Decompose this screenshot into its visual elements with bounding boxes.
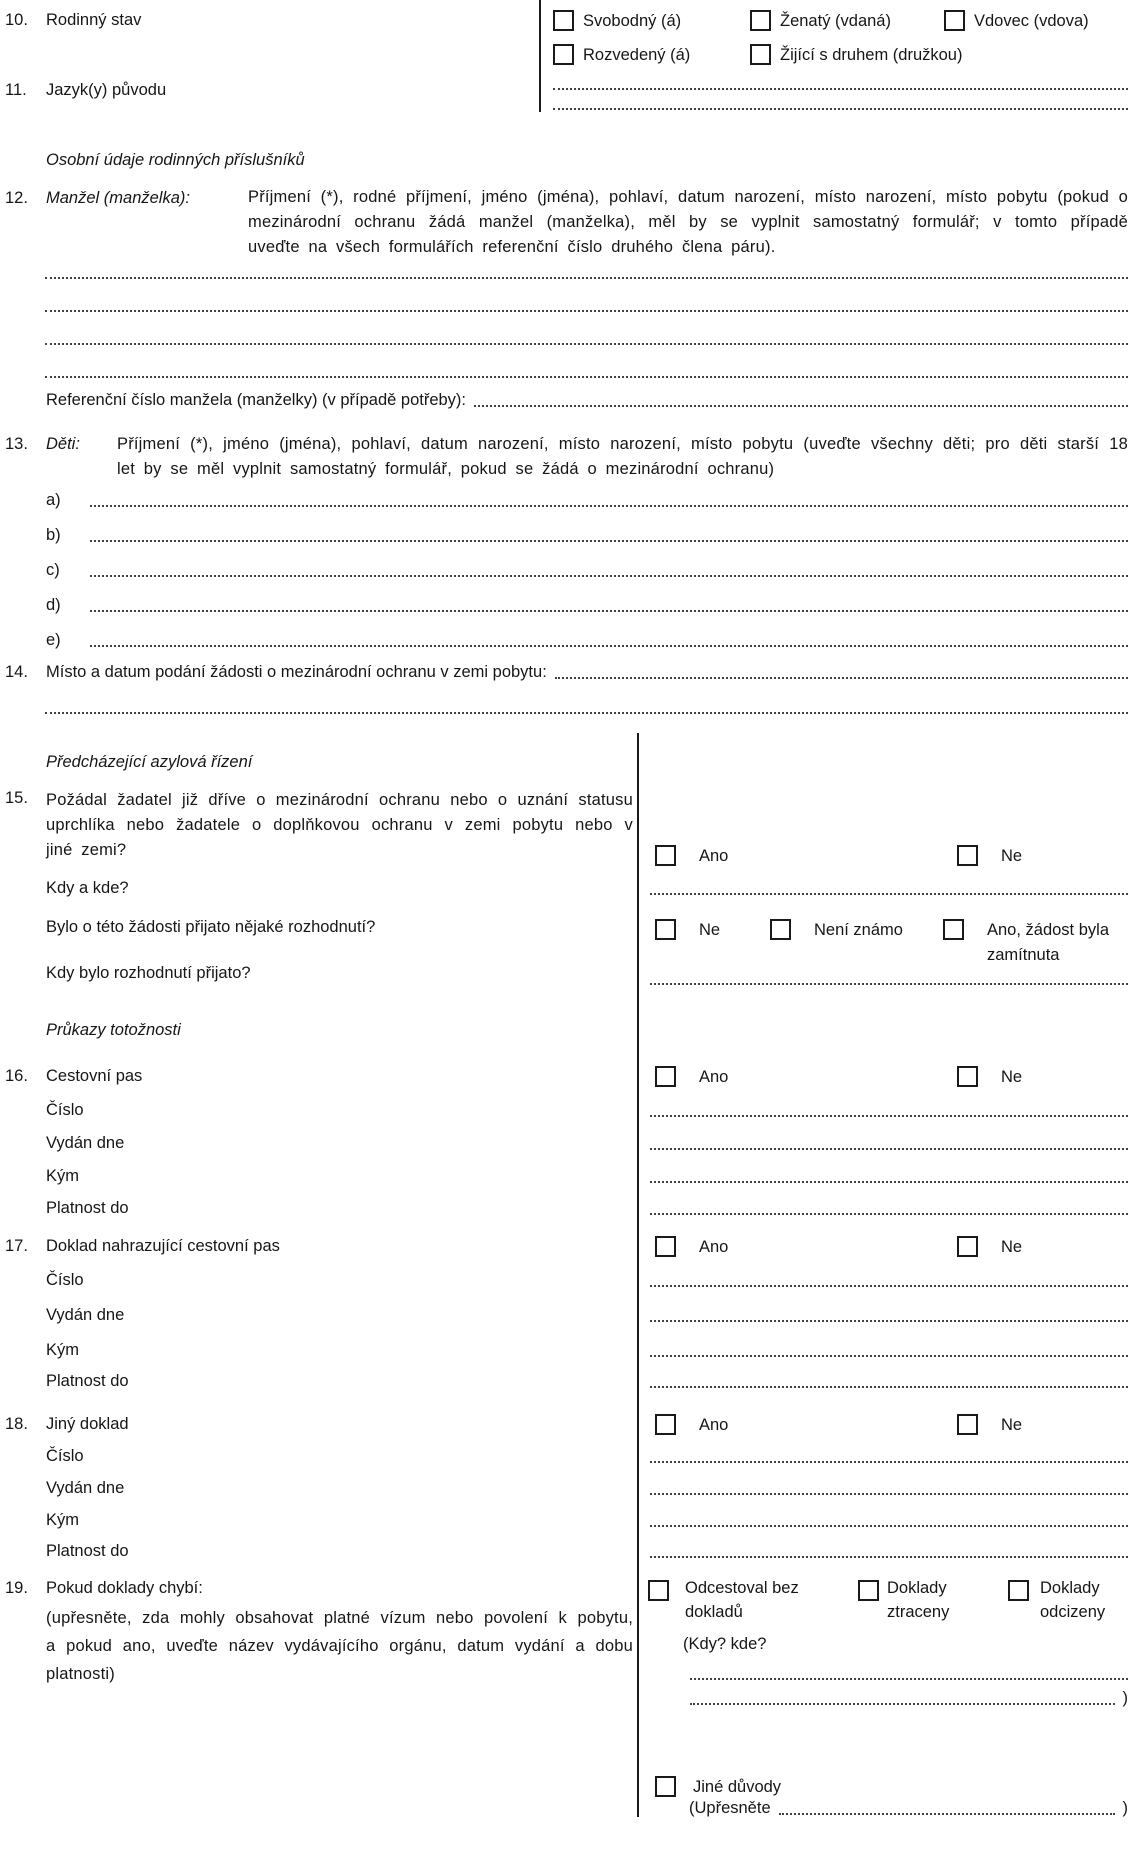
q18-issued-on-input[interactable] bbox=[650, 1478, 1128, 1495]
q12-description: Příjmení (*), rodné příjmení, jméno (jména), pohlaví, datum narození, místo narození, místo pobytu (pokud o mezinárodní ochranu žádá manžel (manželka), měl by se vyplnit samostatný formulář; v tomto případě uveďte na všech formulářích referenční číslo druhého člena páru). bbox=[248, 188, 1128, 256]
q13-description: Příjmení (*), jméno (jména), pohlaví, datum narození, místo narození, místo pobytu (uveďte všechny děti; pro děti starší 18 let by se měl vyplnit samostatný formulář, pokud se žádá o mezinárodní ochranu) bbox=[117, 435, 1128, 478]
marital-partner-checkbox[interactable] bbox=[750, 44, 771, 65]
q16-number-input[interactable] bbox=[650, 1100, 1128, 1117]
marital-divorced-checkbox[interactable] bbox=[553, 44, 574, 65]
q12-input-line-1[interactable] bbox=[45, 262, 1128, 279]
q13-item-d-label: d) bbox=[46, 596, 61, 614]
q18-valid-until-input[interactable] bbox=[650, 1541, 1128, 1558]
q12-reference-label: Referenční číslo manžela (manželky) (v případě potřeby): bbox=[46, 391, 467, 409]
q18-valid-until-label: Platnost do bbox=[46, 1542, 129, 1560]
q15-decision-rejected-label: Ano, žádost byla zamítnuta bbox=[987, 921, 1109, 964]
q16-no-label: Ne bbox=[1001, 1068, 1023, 1086]
marital-single-checkbox[interactable] bbox=[553, 10, 574, 31]
q15-when-where-label: Kdy a kde? bbox=[46, 879, 129, 897]
q17-valid-until-input[interactable] bbox=[650, 1371, 1128, 1388]
q18-no-checkbox[interactable] bbox=[957, 1414, 978, 1435]
previous-proceedings-heading: Předcházející azylová řízení bbox=[46, 753, 253, 771]
q17-issued-by-label: Kým bbox=[46, 1341, 79, 1359]
q19-specify-row bbox=[689, 1798, 1128, 1818]
q13-child-a-input[interactable] bbox=[90, 501, 1128, 507]
q18-yes-label: Ano bbox=[699, 1416, 729, 1434]
q13-child-d-input[interactable] bbox=[90, 606, 1128, 612]
q12-reference-row bbox=[46, 390, 1128, 410]
q19-left-without-documents-checkbox[interactable] bbox=[648, 1580, 669, 1601]
q12-reference-input[interactable] bbox=[474, 401, 1128, 407]
q16-label: Cestovní pas bbox=[46, 1067, 143, 1085]
q18-number-input[interactable] bbox=[650, 1446, 1128, 1463]
q19-when-where-input-line-2[interactable] bbox=[690, 1699, 1115, 1705]
q16-issued-by-label: Kým bbox=[46, 1167, 79, 1185]
q17-label: Doklad nahrazující cestovní pas bbox=[46, 1237, 280, 1255]
q12-number: 12. bbox=[5, 189, 28, 207]
q10-label: Rodinný stav bbox=[46, 11, 142, 29]
q10-number: 10. bbox=[5, 11, 28, 29]
q16-valid-until-input[interactable] bbox=[650, 1198, 1128, 1215]
q13-item-b-label: b) bbox=[46, 526, 61, 544]
q15-no-checkbox[interactable] bbox=[957, 845, 978, 866]
q15-decision-no-label: Ne bbox=[699, 921, 721, 939]
q19-documents-lost-checkbox[interactable] bbox=[858, 1580, 879, 1601]
q15-decision-unknown-checkbox[interactable] bbox=[770, 919, 791, 940]
q15-when-decided-input[interactable] bbox=[650, 968, 1128, 985]
q17-no-checkbox[interactable] bbox=[957, 1236, 978, 1257]
q11-input-line-2[interactable] bbox=[553, 93, 1128, 110]
q17-issued-on-input[interactable] bbox=[650, 1305, 1128, 1322]
q16-issued-on-label: Vydán dne bbox=[46, 1134, 125, 1152]
bottom-divider-line bbox=[637, 733, 639, 1817]
q19-when-where-input-line-1[interactable] bbox=[690, 1663, 1128, 1680]
q19-when-where-label: (Kdy? kde? bbox=[683, 1635, 767, 1653]
q18-issued-on-label: Vydán dne bbox=[46, 1479, 125, 1497]
q13-child-e-input[interactable] bbox=[90, 641, 1128, 647]
q13-item-c-label: c) bbox=[46, 561, 60, 579]
q19-label: Pokud doklady chybí: bbox=[46, 1579, 203, 1597]
q15-decision-unknown-label: Není známo bbox=[814, 921, 903, 939]
q19-specify-input[interactable] bbox=[779, 1809, 1115, 1815]
q19-specify-label: (Upřesněte bbox=[689, 1799, 771, 1817]
q17-no-label: Ne bbox=[1001, 1238, 1023, 1256]
q14-number: 14. bbox=[5, 663, 28, 681]
q19-other-reasons-checkbox[interactable] bbox=[655, 1776, 676, 1797]
q14-input[interactable] bbox=[555, 673, 1128, 679]
q14-label: Místo a datum podání žádosti o mezinárodní ochranu v zemi pobytu: bbox=[46, 663, 547, 681]
q17-issued-by-input[interactable] bbox=[650, 1340, 1128, 1357]
q19-number: 19. bbox=[5, 1579, 28, 1597]
q13-item-a-label: a) bbox=[46, 491, 61, 509]
q19-specify-close-paren: ) bbox=[1122, 1799, 1128, 1817]
q19-documents-stolen-checkbox[interactable] bbox=[1008, 1580, 1029, 1601]
q13-child-c-input[interactable] bbox=[90, 571, 1128, 577]
q12-label: Manžel (manželka): bbox=[46, 189, 190, 207]
q16-valid-until-label: Platnost do bbox=[46, 1199, 129, 1217]
q14-row bbox=[46, 662, 1128, 682]
q13-child-b-input[interactable] bbox=[90, 536, 1128, 542]
q18-label: Jiný doklad bbox=[46, 1415, 129, 1433]
q19-documents-stolen-label: Doklady odcizeny bbox=[1040, 1579, 1106, 1621]
q19-other-reasons-label: Jiné důvody bbox=[693, 1778, 782, 1796]
q11-number: 11. bbox=[5, 81, 27, 99]
q12-input-line-2[interactable] bbox=[45, 295, 1128, 312]
q17-number: 17. bbox=[5, 1237, 28, 1255]
marital-partner-label: Žijící s druhem (družkou) bbox=[780, 46, 963, 64]
q15-when-decided-label: Kdy bylo rozhodnutí přijato? bbox=[46, 964, 251, 982]
q13-child-row-b bbox=[46, 525, 1128, 545]
q15-yes-label: Ano bbox=[699, 847, 729, 865]
q18-number: 18. bbox=[5, 1415, 28, 1433]
q12-input-line-4[interactable] bbox=[45, 361, 1128, 378]
q18-yes-checkbox[interactable] bbox=[655, 1414, 676, 1435]
q19-left-without-documents-label: Odcestoval bez dokladů bbox=[685, 1579, 799, 1621]
q13-item-e-label: e) bbox=[46, 631, 61, 649]
q16-number-field-label: Číslo bbox=[46, 1101, 84, 1119]
q13-child-row-c bbox=[46, 560, 1128, 580]
q13-child-row-a bbox=[46, 490, 1128, 510]
q17-issued-on-label: Vydán dne bbox=[46, 1306, 125, 1324]
q16-no-checkbox[interactable] bbox=[957, 1066, 978, 1087]
marital-widowed-label: Vdovec (vdova) bbox=[974, 12, 1089, 30]
q18-issued-by-input[interactable] bbox=[650, 1510, 1128, 1527]
identity-documents-heading: Průkazy totožnosti bbox=[46, 1021, 181, 1039]
q19-documents-lost-label: Doklady ztraceny bbox=[887, 1579, 950, 1621]
q18-issued-by-label: Kým bbox=[46, 1511, 79, 1529]
q15-question: Požádal žadatel již dříve o mezinárodní ochranu nebo o uznání statusu uprchlíka nebo žadatele o doplňkovou ochranu v zemi pobytu nebo v jiné zemi? bbox=[46, 791, 633, 859]
q13-child-row-e bbox=[46, 630, 1128, 650]
q19-close-paren: ) bbox=[1122, 1689, 1128, 1707]
q19-description: (upřesněte, zda mohly obsahovat platné vízum nebo povolení k pobytu, a pokud ano, uveďte název vydávajícího orgánu, datum vydání a dobu platnosti) bbox=[46, 1609, 633, 1683]
q18-number-field-label: Číslo bbox=[46, 1447, 84, 1465]
q15-yes-checkbox[interactable] bbox=[655, 845, 676, 866]
q17-valid-until-label: Platnost do bbox=[46, 1372, 129, 1390]
top-divider-line bbox=[539, 0, 541, 112]
q18-no-label: Ne bbox=[1001, 1416, 1023, 1434]
q19-when-where-row-2 bbox=[690, 1688, 1128, 1708]
q17-yes-label: Ano bbox=[699, 1238, 729, 1256]
q13-number: 13. bbox=[5, 435, 28, 453]
q15-number: 15. bbox=[5, 789, 28, 807]
q17-number-field-label: Číslo bbox=[46, 1271, 84, 1289]
q15-when-where-input[interactable] bbox=[650, 878, 1128, 895]
q13-child-row-d bbox=[46, 595, 1128, 615]
q13-label: Děti: bbox=[46, 435, 80, 453]
q15-no-label: Ne bbox=[1001, 847, 1023, 865]
q12-input-line-3[interactable] bbox=[45, 328, 1128, 345]
family-members-heading: Osobní údaje rodinných příslušníků bbox=[46, 151, 305, 169]
q15-decision-rejected-checkbox[interactable] bbox=[943, 919, 964, 940]
q16-issued-by-input[interactable] bbox=[650, 1166, 1128, 1183]
q16-number: 16. bbox=[5, 1067, 28, 1085]
q16-yes-label: Ano bbox=[699, 1068, 729, 1086]
marital-married-checkbox[interactable] bbox=[750, 10, 771, 31]
q17-yes-checkbox[interactable] bbox=[655, 1236, 676, 1257]
q16-issued-on-input[interactable] bbox=[650, 1133, 1128, 1150]
marital-divorced-label: Rozvedený (á) bbox=[583, 46, 691, 64]
q16-yes-checkbox[interactable] bbox=[655, 1066, 676, 1087]
marital-single-label: Svobodný (á) bbox=[583, 12, 682, 30]
q14-input-line-2[interactable] bbox=[45, 697, 1128, 714]
q11-input-line-1[interactable] bbox=[553, 73, 1128, 90]
q17-number-input[interactable] bbox=[650, 1270, 1128, 1287]
q15-decision-no-checkbox[interactable] bbox=[655, 919, 676, 940]
q11-label: Jazyk(y) původu bbox=[46, 81, 167, 99]
marital-widowed-checkbox[interactable] bbox=[944, 10, 965, 31]
q15-decision-question: Bylo o této žádosti přijato nějaké rozhodnutí? bbox=[46, 918, 376, 936]
marital-married-label: Ženatý (vdaná) bbox=[780, 12, 891, 30]
